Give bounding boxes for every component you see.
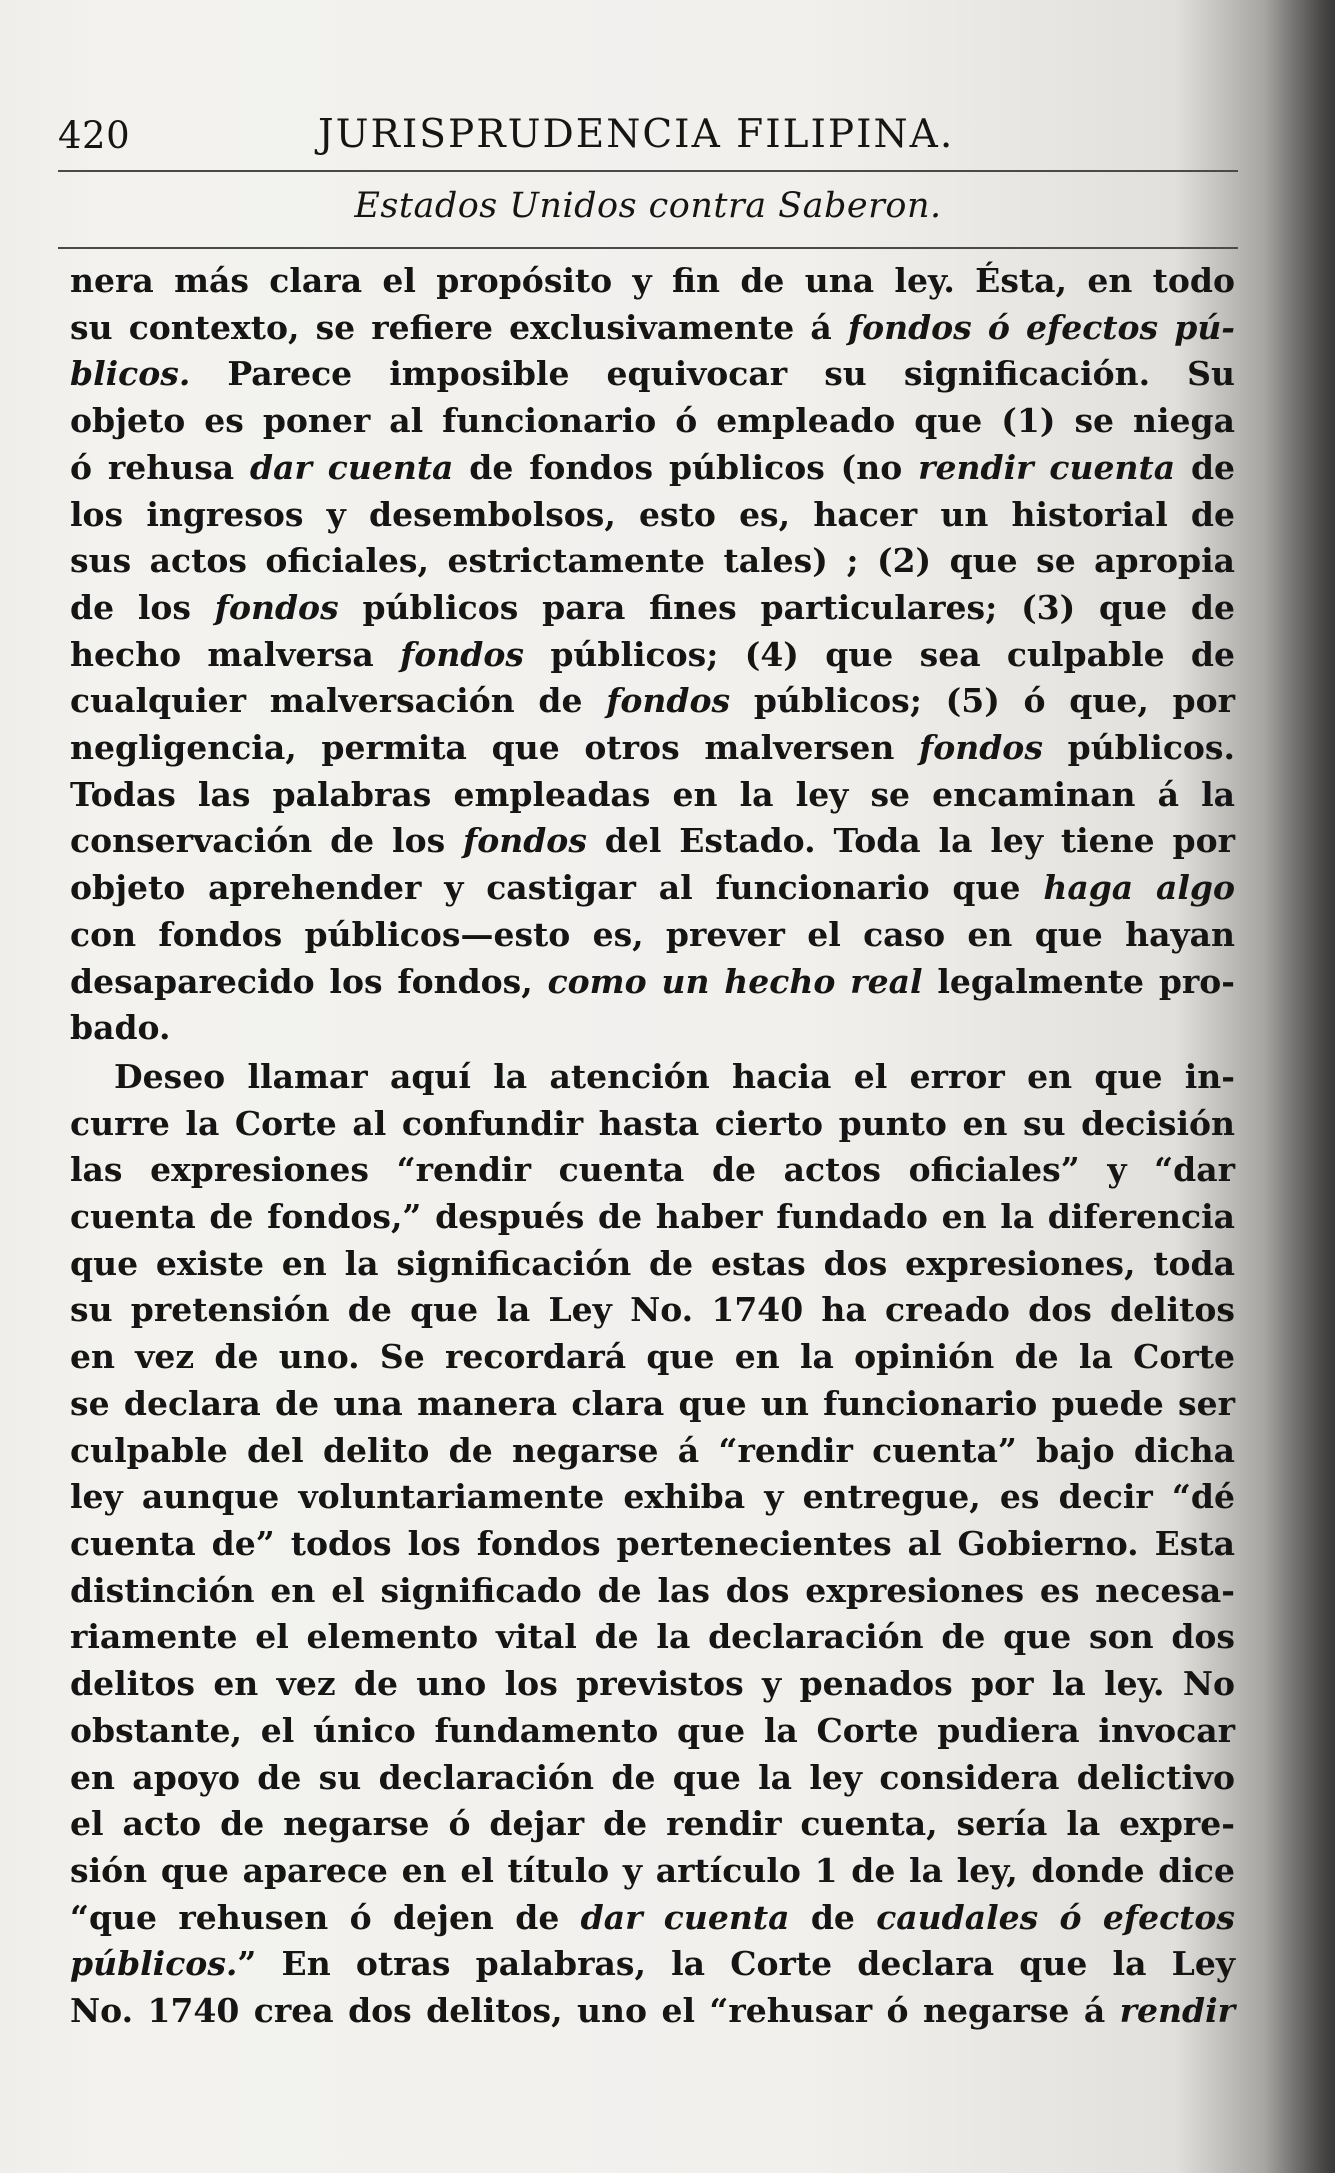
- paragraph-1: [70, 258, 1235, 1052]
- text-line: con fondos públicos—esto es, prever el caso en que hayan: [70, 914, 1235, 954]
- text-line: Todas las palabras empleadas en la ley se encaminan á la: [70, 774, 1235, 814]
- text-line: blicos. Parece imposible equivocar su significación. Su: [70, 354, 1235, 394]
- text-line: culpable del delito de negarse á “rendir cuenta” bajo dicha: [70, 1430, 1235, 1470]
- text-line: públicos.” En otras palabras, la Corte declara que la Ley: [70, 1944, 1235, 1984]
- text-line: ley aunque voluntariamente exhiba y entregue, es decir “dé: [70, 1477, 1235, 1517]
- running-title: JURISPRUDENCIA FILIPINA.: [318, 112, 955, 157]
- text-line: objeto aprehender y castigar al funcionario que haga algo: [70, 868, 1235, 908]
- text-line: de los fondos públicos para fines particulares; (3) que de: [70, 587, 1235, 627]
- text-line: distinción en el significado de las dos expresiones es necesa-: [70, 1570, 1235, 1610]
- text-line: curre la Corte al confundir hasta cierto punto en su decisión: [70, 1103, 1235, 1143]
- text-line: objeto es poner al funcionario ó empleado que (1) se niega: [70, 401, 1235, 441]
- text-line: “que rehusen ó dejen de dar cuenta de caudales ó efectos: [70, 1897, 1235, 1937]
- text-line: sus actos oficiales, estrictamente tales) ; (2) que se apropia: [70, 541, 1235, 581]
- text-line: su pretensión de que la Ley No. 1740 ha creado dos delitos: [70, 1290, 1235, 1330]
- text-line: cuenta de” todos los fondos pertenecientes al Gobierno. Esta: [70, 1523, 1235, 1563]
- header-rule-top: [58, 170, 1238, 172]
- text-line: riamente el elemento vital de la declaración de que son dos: [70, 1617, 1235, 1657]
- body-text: [70, 258, 1235, 2035]
- text-line: nera más clara el propósito y fin de una ley. Ésta, en todo: [70, 261, 1235, 300]
- text-line: ó rehusa dar cuenta de fondos públicos (no rendir cuenta de: [70, 447, 1236, 487]
- case-title: Estados Unidos contra Saberon.: [354, 186, 942, 226]
- text-line: No. 1740 crea dos delitos, uno el “rehusar ó negarse á rendir: [70, 1991, 1235, 2031]
- text-line: desaparecido los fondos, como un hecho real legalmente pro-: [70, 961, 1235, 1001]
- text-line: negligencia, permita que otros malversen fondos públicos.: [70, 728, 1235, 768]
- text-line: los ingresos y desembolsos, esto es, hacer un historial de: [70, 494, 1235, 534]
- text-line: obstante, el único fundamento que la Corte pudiera invocar: [70, 1710, 1235, 1750]
- text-line: el acto de negarse ó dejar de rendir cuenta, sería la expre-: [70, 1804, 1235, 1844]
- text-line: cualquier malversación de fondos públicos; (5) ó que, por: [70, 681, 1235, 721]
- text-line: que existe en la significación de estas dos expresiones, toda: [70, 1243, 1235, 1283]
- text-line: bado.: [70, 1008, 171, 1048]
- page-header: [58, 104, 1238, 160]
- text-line: sión que aparece en el título y artículo 1 de la ley, donde dice: [70, 1850, 1235, 1890]
- paragraph-2: [70, 1054, 1235, 2035]
- text-line: conservación de los fondos del Estado. Toda la ley tiene por: [70, 821, 1235, 861]
- text-line: cuenta de fondos,” después de haber fundado en la diferencia: [70, 1197, 1235, 1237]
- text-line: delitos en vez de uno los previstos y penados por la ley. No: [70, 1664, 1235, 1704]
- page-number: 420: [58, 114, 131, 157]
- page-spine-shadow: [1265, 0, 1335, 2173]
- header-rule-bottom: [58, 247, 1238, 249]
- text-line: las expresiones “rendir cuenta de actos oficiales” y “dar: [70, 1150, 1235, 1190]
- text-line: Deseo llamar aquí la atención hacia el error en que in-: [114, 1056, 1235, 1096]
- text-line: en vez de uno. Se recordará que en la opinión de la Corte: [70, 1337, 1235, 1377]
- text-line: se declara de una manera clara que un funcionario puede ser: [70, 1383, 1235, 1423]
- text-line: hecho malversa fondos públicos; (4) que sea culpable de: [70, 634, 1235, 674]
- text-line: en apoyo de su declaración de que la ley considera delictivo: [70, 1757, 1235, 1797]
- text-line: su contexto, se refiere exclusivamente á fondos ó efectos pú-: [70, 307, 1236, 347]
